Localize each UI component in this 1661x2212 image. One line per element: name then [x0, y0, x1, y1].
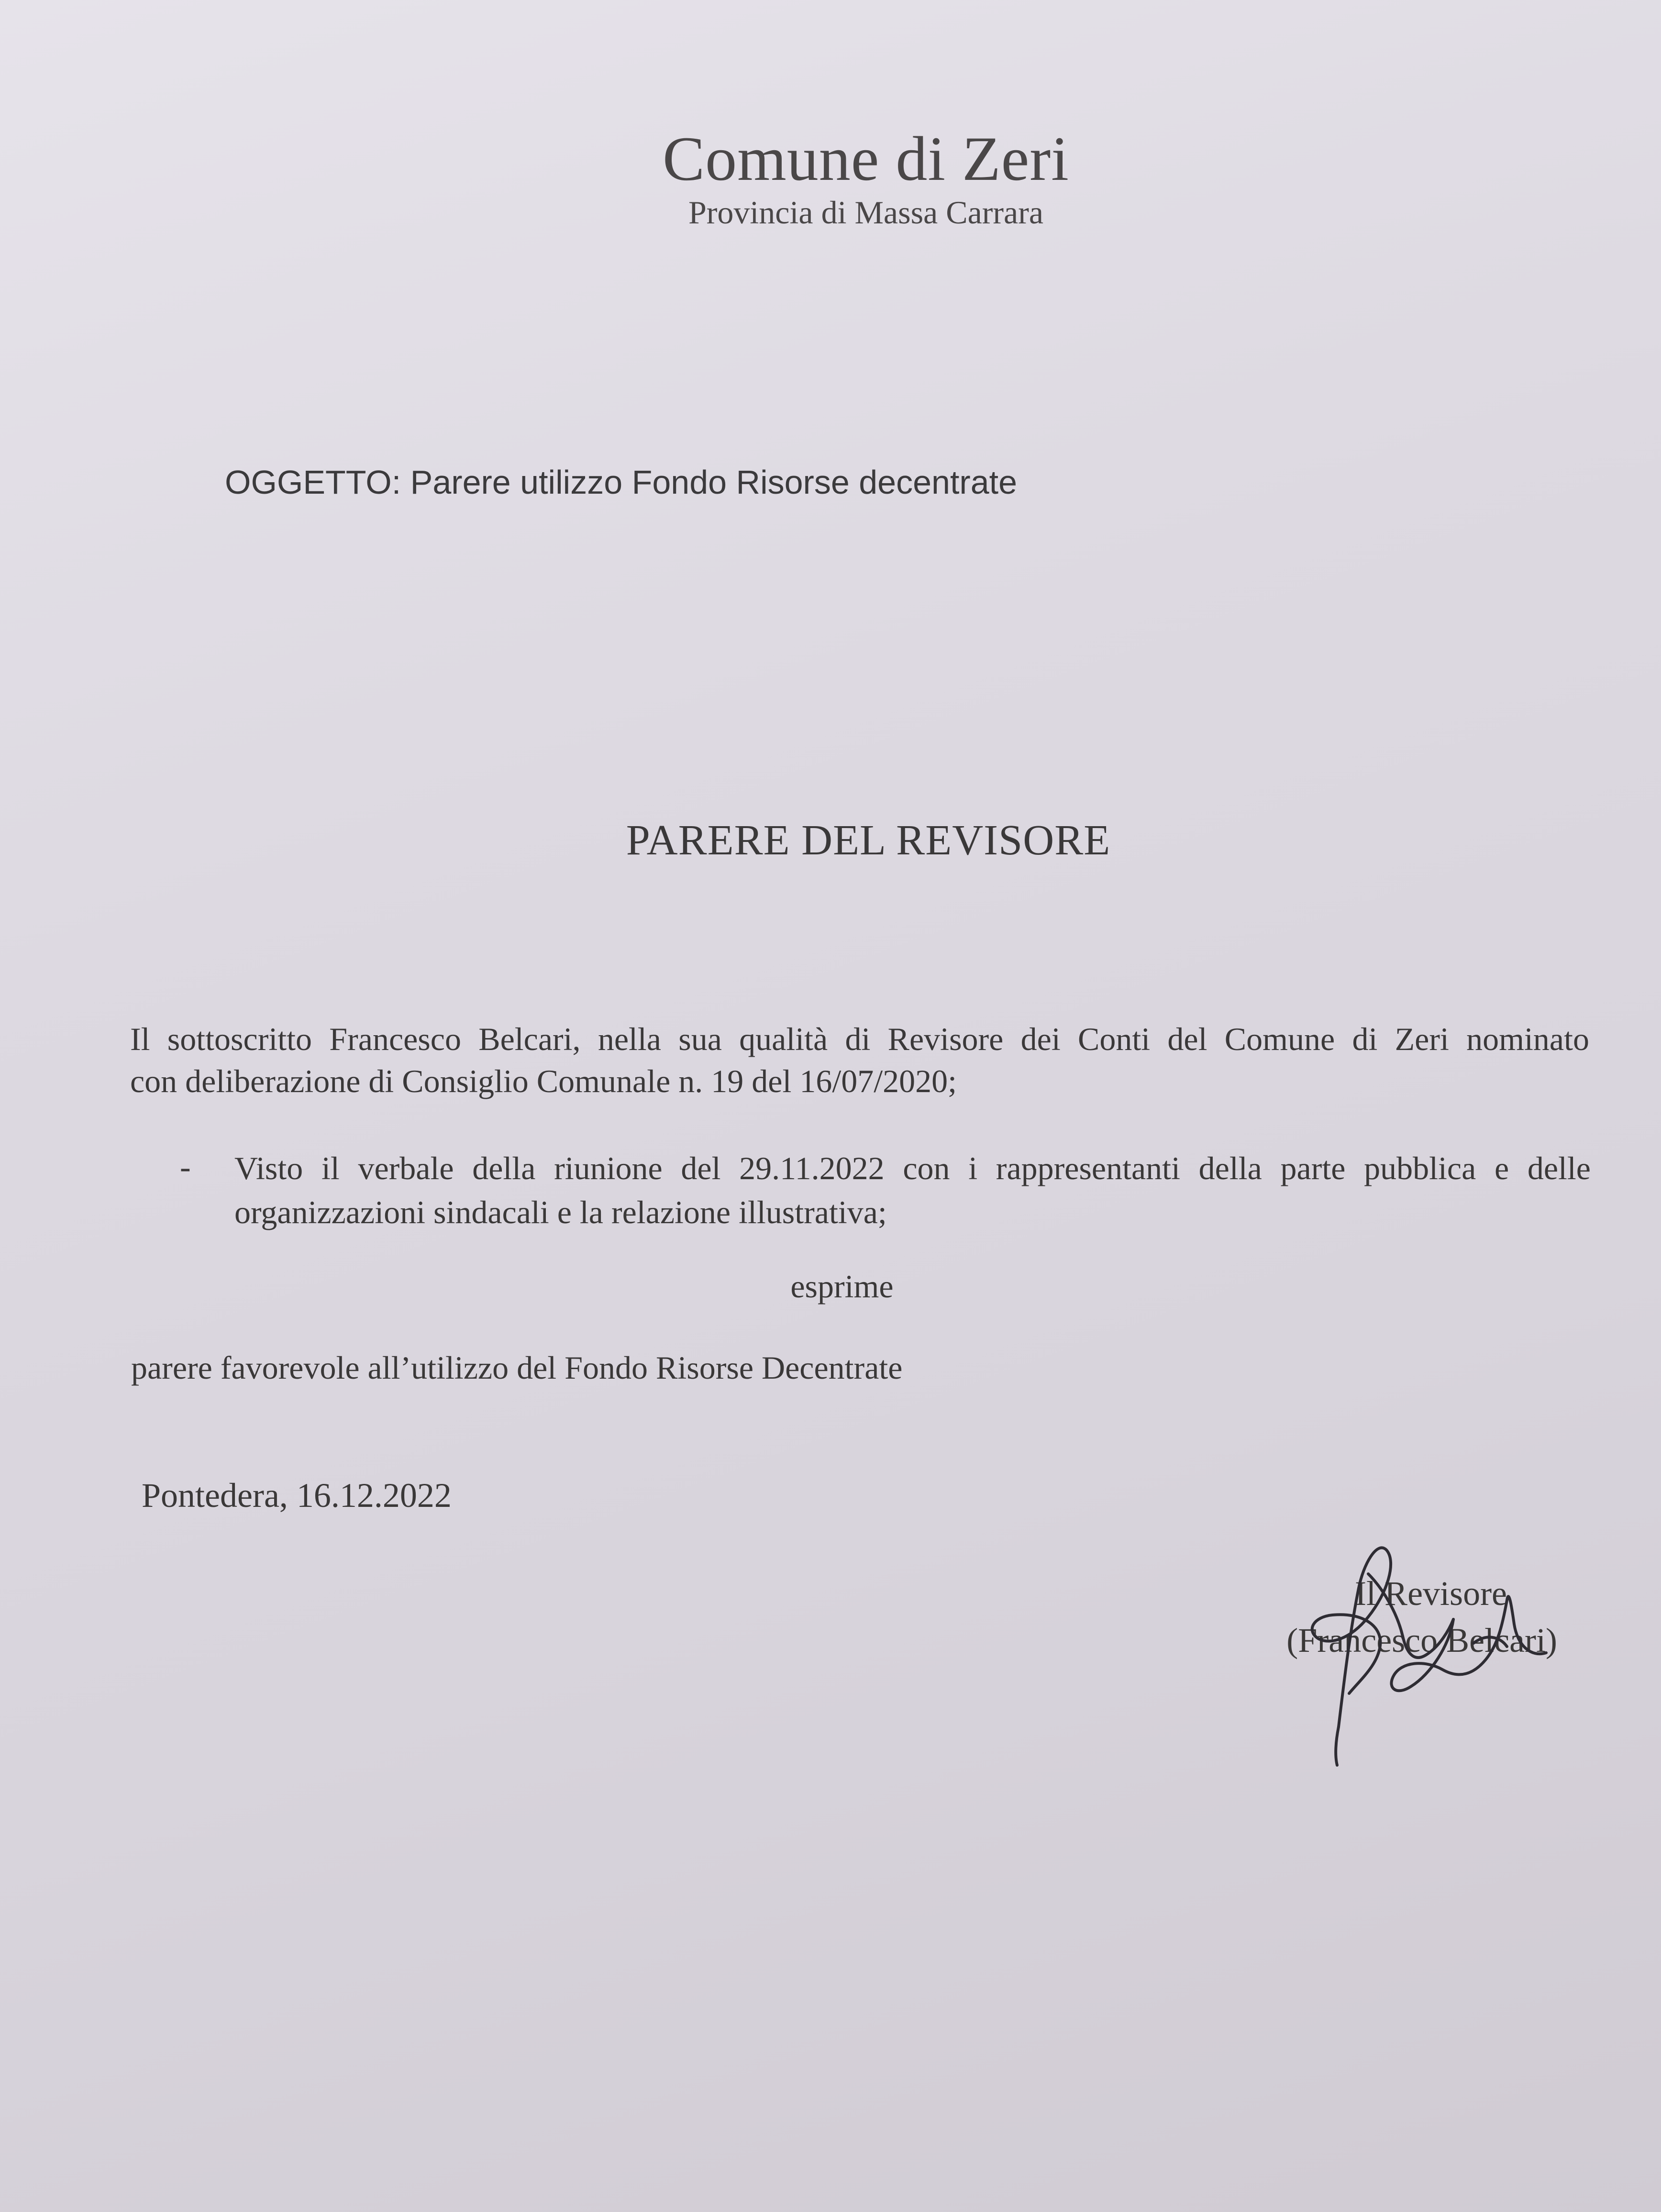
intro-line-1: Il sottoscritto Francesco Belcari, nella sua qualità di Revisore dei Conti del Comune di Zeri nominato	[130, 1021, 1589, 1057]
province-subtitle: Provincia di Massa Carrara	[688, 194, 1044, 231]
bullet-paragraph	[234, 1146, 1591, 1234]
intro-paragraph	[130, 1018, 1589, 1102]
municipality-title: Comune di Zeri	[663, 123, 1069, 194]
esprime-word: esprime	[790, 1268, 894, 1305]
signer-role: Il Revisore	[1355, 1574, 1507, 1613]
subject-line: OGGETTO: Parere utilizzo Fondo Risorse decentrate	[225, 464, 1018, 501]
bullet-marker: -	[180, 1149, 191, 1185]
handwritten-signature	[1225, 1521, 1588, 1780]
bullet-line-1: Visto il verbale della riunione del 29.11.2022 con i rappresentanti della parte pubblica e delle	[234, 1150, 1591, 1186]
intro-line-2: con deliberazione di Consiglio Comunale n. 19 del 16/07/2020;	[130, 1063, 957, 1099]
document-title: PARERE DEL REVISORE	[626, 817, 1111, 864]
signer-name: (Francesco Belcari)	[1286, 1621, 1557, 1659]
bullet-line-2: organizzazioni sindacali e la relazione illustrativa;	[234, 1194, 887, 1230]
verdict-line: parere favorevole all’utilizzo del Fondo Risorse Decentrate	[131, 1349, 903, 1386]
place-date: Pontedera, 16.12.2022	[142, 1476, 452, 1515]
